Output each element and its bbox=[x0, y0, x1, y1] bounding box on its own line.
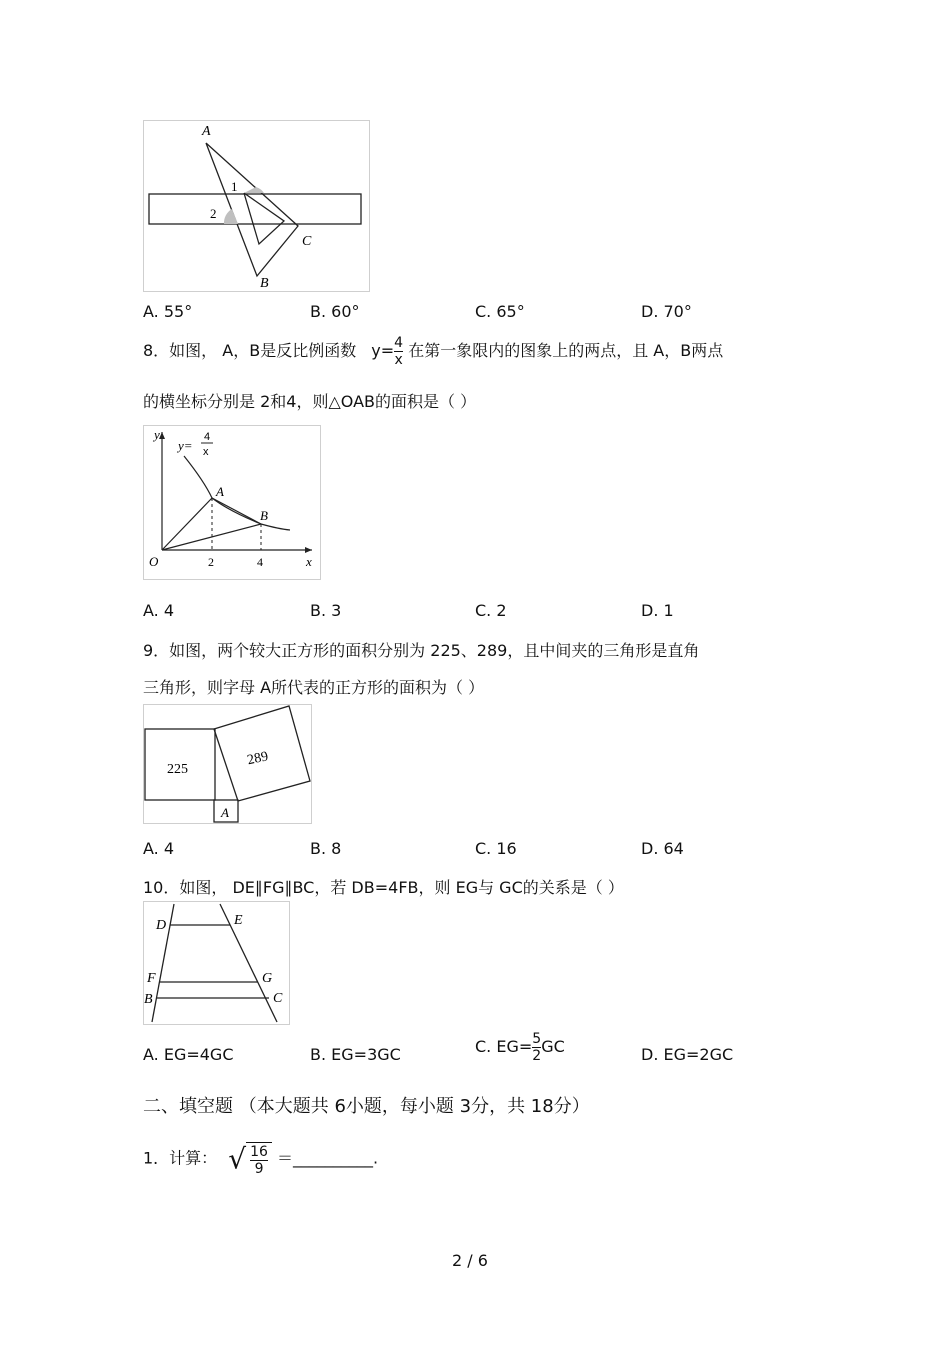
figure-q7-svg bbox=[144, 121, 369, 291]
fill1-line bbox=[143, 1142, 378, 1176]
hyperbola-curve bbox=[184, 456, 290, 530]
q10-option-c-suffix: GC bbox=[541, 1037, 565, 1056]
q9-option-d[interactable]: D. 64 bbox=[641, 839, 684, 858]
fill1-fraction bbox=[246, 1142, 272, 1176]
q9-option-a[interactable]: A. 4 bbox=[143, 839, 175, 858]
q9-line2: 三角形，则字母 A所代表的正方形的面积为（ ） bbox=[143, 678, 485, 697]
section2-title: 二、填空题 （本大题共 6小题，每小题 3分，共 18分） bbox=[143, 1096, 590, 1117]
strip-rect bbox=[149, 194, 361, 224]
sqrt-icon: √ bbox=[228, 1142, 247, 1176]
inner-triangle bbox=[244, 193, 284, 244]
q10-option-c-fraction bbox=[532, 1032, 541, 1063]
label-F: F bbox=[147, 971, 156, 986]
q8-option-a[interactable]: A. 4 bbox=[143, 601, 175, 620]
q7-option-a[interactable]: A. 55° bbox=[143, 302, 193, 321]
fill1-prefix: 1．计算： bbox=[143, 1148, 218, 1168]
q8-line1-prefix: 8．如图， A，B是反比例函数 bbox=[143, 341, 357, 360]
label-B: B bbox=[144, 992, 153, 1007]
q8-option-c[interactable]: C. 2 bbox=[475, 601, 507, 620]
fill1-num: 16 bbox=[250, 1144, 268, 1160]
label-A: A bbox=[221, 805, 229, 820]
label-A: A bbox=[202, 124, 211, 139]
q9-option-b[interactable]: B. 8 bbox=[310, 839, 342, 858]
q8-line2: 的横坐标分别是 2和4，则△OAB的面积是（ ） bbox=[143, 392, 477, 411]
q8-func-num: 4 bbox=[394, 335, 404, 351]
segment-AB bbox=[212, 498, 261, 524]
q7-option-d[interactable]: D. 70° bbox=[641, 302, 692, 321]
q10-option-c-den: 2 bbox=[532, 1048, 542, 1064]
label-B: B bbox=[260, 508, 268, 523]
q10-option-c[interactable] bbox=[475, 1032, 565, 1063]
func-label-lhs: y= bbox=[178, 438, 193, 453]
label-C: C bbox=[273, 991, 283, 1006]
label-289: 289 bbox=[246, 749, 270, 769]
fill1-den: 9 bbox=[254, 1161, 264, 1177]
q8-line1 bbox=[143, 336, 723, 367]
q8-func-lhs: y= bbox=[371, 341, 395, 360]
q10-option-b[interactable]: B. EG=3GC bbox=[310, 1045, 401, 1064]
q10-option-c-num: 5 bbox=[532, 1031, 542, 1047]
label-y: y bbox=[154, 427, 160, 442]
angle-1-mark bbox=[244, 187, 264, 193]
label-2: 2 bbox=[210, 206, 217, 221]
label-1: 1 bbox=[231, 179, 238, 194]
q8-func-fraction bbox=[394, 336, 403, 367]
label-O: O bbox=[149, 554, 159, 569]
q10-line1: 10．如图， DE∥FG∥BC，若 DB=4FB，则 EG与 GC的关系是（ ） bbox=[143, 878, 624, 897]
fill1-sqrt bbox=[228, 1142, 272, 1176]
q8-option-b[interactable]: B. 3 bbox=[310, 601, 342, 620]
func-label-den: x bbox=[203, 446, 209, 458]
figure-q9 bbox=[143, 704, 312, 824]
x-axis-arrow bbox=[305, 547, 312, 553]
angle-2-mark bbox=[224, 209, 238, 224]
figure-q9-svg bbox=[144, 705, 311, 823]
q8-line1-suffix: 在第一象限内的图象上的两点，且 A，B两点 bbox=[408, 341, 724, 360]
q10-option-c-prefix: C. EG= bbox=[475, 1037, 533, 1056]
q10-option-a[interactable]: A. EG=4GC bbox=[143, 1045, 234, 1064]
figure-q8 bbox=[143, 425, 321, 580]
page-number: 2 / 6 bbox=[452, 1251, 488, 1270]
large-triangle bbox=[206, 143, 298, 276]
label-225: 225 bbox=[167, 762, 188, 777]
func-label-num: 4 bbox=[204, 431, 211, 443]
figure-q8-svg bbox=[144, 426, 320, 579]
q9-option-c[interactable]: C. 16 bbox=[475, 839, 517, 858]
label-A: A bbox=[216, 484, 224, 499]
q7-option-b[interactable]: B. 60° bbox=[310, 302, 360, 321]
label-x: x bbox=[306, 554, 312, 569]
y-axis-arrow bbox=[159, 432, 165, 439]
label-G: G bbox=[262, 971, 273, 986]
q10-option-d[interactable]: D. EG=2GC bbox=[641, 1045, 734, 1064]
label-E: E bbox=[234, 913, 243, 928]
figure-q7 bbox=[143, 120, 370, 292]
label-B: B bbox=[260, 276, 269, 291]
q9-line1: 9．如图，两个较大正方形的面积分别为 225、289，且中间夹的三角形是直角 bbox=[143, 641, 700, 660]
figure-q10 bbox=[143, 901, 290, 1025]
tick-4: 4 bbox=[257, 555, 263, 569]
q8-option-d[interactable]: D. 1 bbox=[641, 601, 674, 620]
right-transversal bbox=[220, 904, 277, 1022]
tick-2: 2 bbox=[208, 555, 214, 569]
label-D: D bbox=[156, 918, 167, 933]
segment-OA bbox=[162, 498, 212, 550]
label-C: C bbox=[302, 234, 312, 249]
figure-q10-svg bbox=[144, 902, 289, 1024]
fill1-suffix: ＝__________. bbox=[277, 1148, 379, 1168]
q8-func-den: x bbox=[394, 352, 403, 368]
q7-option-c[interactable]: C. 65° bbox=[475, 302, 525, 321]
